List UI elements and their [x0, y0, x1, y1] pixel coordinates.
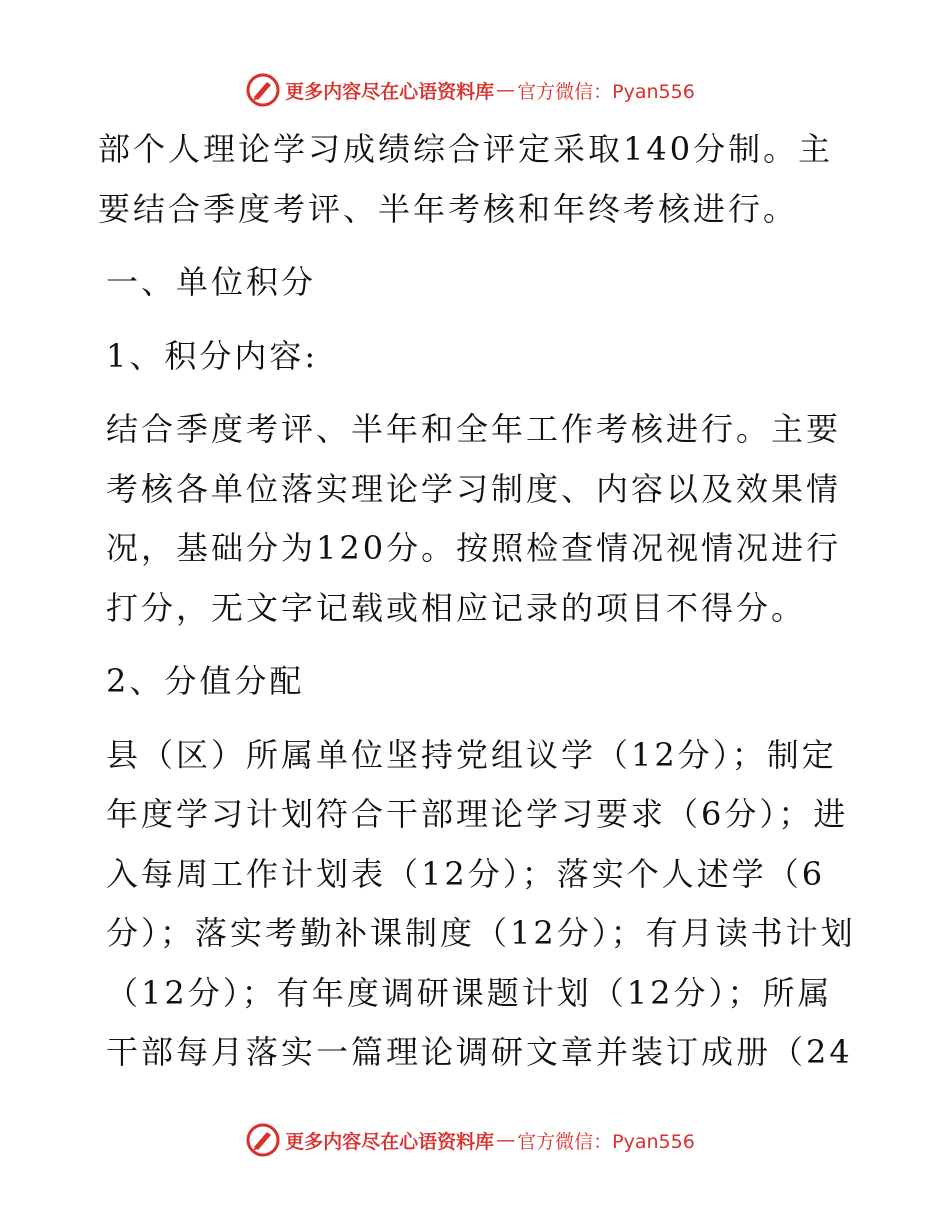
pen-seal-icon	[245, 1122, 281, 1158]
paragraph-assessment-content: 结合季度考评、半年和全年工作考核进行。主要考核各单位落实理论学习制度、内容以及效果情况，基础分为120分。按照检查情况视情况进行打分，无文字记载或相应记录的项目不得分。	[106, 410, 842, 627]
watermark-separator: —	[496, 1129, 516, 1151]
heading-points-content: 1、积分内容:	[106, 336, 319, 375]
pen-seal-icon	[245, 72, 281, 108]
watermark-brand-text: 更多内容尽在心语资料库	[285, 80, 495, 103]
heading-score-allocation: 2、分值分配	[106, 662, 305, 700]
watermark-group	[245, 72, 695, 108]
paragraph-score-details: 县（区）所属单位坚持党组议学（12分）；制定年度学习计划符合干部理论学习要求（6分）；进入每周工作计划表（12分）；落实个人述学（6分）；落实考勤补课制度（12分）；有月读书计划（12分）；有年度调研课题计划（12分）；所属干部每月落实一篇理论调研文章并装订成册（24	[106, 735, 856, 1071]
header-watermark	[0, 68, 950, 112]
watermark-group	[245, 1122, 695, 1158]
footer-watermark	[0, 1118, 950, 1162]
heading-unit-points: 一、单位积分	[106, 263, 317, 301]
watermark-wechat-label: 官方微信：Pyan556	[517, 1130, 695, 1153]
paragraph-scoring-system: 部个人理论学习成绩综合评定采取140分制。主要结合季度考评、半年考核和年终考核进行。	[98, 130, 834, 228]
watermark-brand-text: 更多内容尽在心语资料库	[285, 1130, 495, 1153]
document-body	[98, 120, 858, 1097]
watermark-wechat-label: 官方微信：Pyan556	[517, 80, 695, 103]
watermark-separator: —	[496, 79, 516, 101]
